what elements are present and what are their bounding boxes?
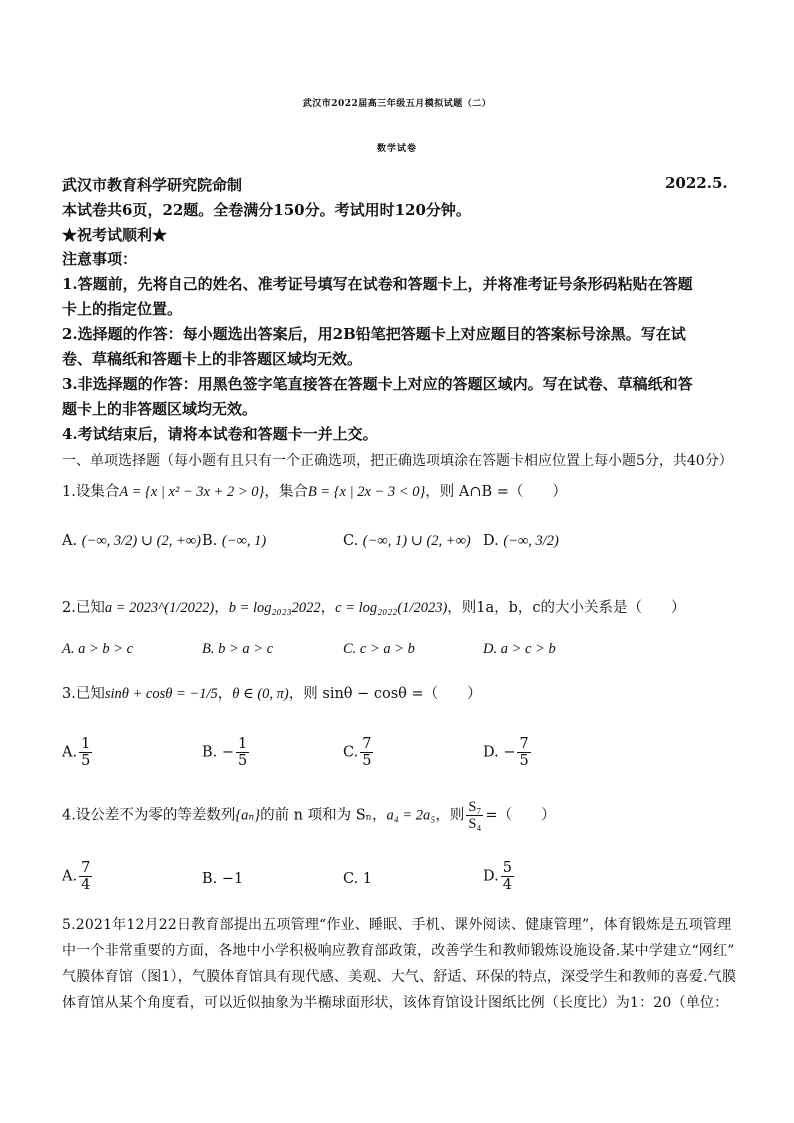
exam-date: 2022.5. — [665, 174, 728, 192]
q1-set-a: A = {x | x² − 3x + 2 > 0} — [119, 484, 265, 500]
issuer: 武汉市教育科学研究院命制 — [62, 176, 243, 194]
question-2: 2.已知a = 2023^(1/2022)，b = log₂₀₂₃2022，c = log₂₀₂₂(1/2023)，则1a，b，c的大小关系是（ ） — [62, 600, 686, 616]
q3-domain: θ ∈ (0, π) — [232, 686, 289, 702]
q2-c: c = log₂₀₂₂(1/2023) — [335, 600, 448, 616]
q4-option-d — [483, 860, 516, 893]
numerator: 7 — [519, 736, 529, 752]
q4-ask-end: =（ ） — [485, 807, 556, 824]
notice-line: 1.答题前，先将自己的姓名、准考证号填写在试卷和答题卡上，并将准考证号条形码粘贴在答题 — [62, 275, 693, 293]
denominator: 5 — [519, 753, 529, 769]
q1-prefix: 1.设集合 — [62, 484, 120, 500]
option-label: D. — [483, 533, 499, 549]
exam-subtitle: 数学试卷 — [376, 144, 417, 154]
notice-heading: 注意事项： — [62, 250, 138, 268]
exam-info: 本试卷共6页，22题。全卷满分150分。考试用时120分钟。 — [62, 201, 471, 219]
option-text: (−∞, 3/2) — [503, 533, 559, 549]
q3-option-c — [343, 736, 375, 769]
q4-option-a — [62, 860, 94, 893]
q2-ask: ，则1a，b，c的大小关系是（ ） — [447, 600, 686, 616]
q4-option-c: C. 1 — [343, 871, 373, 887]
option-label: A. — [62, 868, 78, 885]
q1-option-a — [62, 533, 201, 550]
q2-a: a = 2023^(1/2022) — [104, 600, 215, 616]
q5-line: 5.2021年12月22日教育部提出五项管理“作业、睡眠、手机、课外阅读、健康管理”，体育锻炼是五项管理 — [62, 917, 732, 933]
q2-option-d: D. a > c > b — [483, 641, 556, 657]
q2-b: b = log₂₀₂₃2022 — [228, 600, 321, 616]
question-4 — [62, 799, 556, 832]
q2-option-b: B. b > a > c — [202, 641, 274, 657]
q1-option-d — [483, 533, 559, 550]
denominator: 4 — [502, 877, 512, 893]
q2-prefix: 2.已知 — [62, 600, 105, 616]
option-text: (−∞, 3/2) ∪ (2, +∞) — [81, 533, 201, 549]
q4-condition: a₄ = 2a₅ — [386, 807, 436, 824]
notice-line: 卷、草稿纸和答题卡上的非答题区域均无效。 — [62, 350, 363, 368]
option-label: D. — [483, 868, 499, 885]
q3-option-a — [62, 736, 94, 769]
q3-option-d — [483, 736, 533, 769]
notice-line: 2.选择题的作答：每小题选出答案后，用2B铅笔把答题卡上对应题目的答案标号涂黑。写在试 — [62, 325, 686, 343]
option-label: B. − — [202, 744, 235, 761]
q1-mid: ，集合 — [264, 484, 308, 500]
exam-title: 武汉市2022届高三年级五月模拟试题（二） — [302, 99, 492, 109]
question-3: 3.已知sinθ + cosθ = −1/5，θ ∈ (0, π)，则 sinθ − cosθ =（ ） — [62, 686, 482, 702]
notice-line: 卡上的指定位置。 — [62, 300, 183, 318]
q5-line: 气膜体育馆（图1），气膜体育馆具有现代感、美观、大气、舒适、环保的特点，深受学生和教师的喜爱.气膜 — [62, 969, 737, 985]
q5-line: 中一个非常重要的方面，各地中小学积极响应教育部政策，改善学生和教师锻炼设施设备.某中学建立“网红” — [62, 943, 735, 959]
option-label: B. — [202, 533, 218, 549]
q3-prefix: 3.已知 — [62, 686, 105, 702]
numerator: 1 — [238, 736, 248, 752]
option-label: A. — [62, 744, 78, 761]
notice-line: 4.考试结束后，请将本试卷和答题卡一并上交。 — [62, 425, 378, 443]
notice-line: 3.非选择题的作答：用黑色签字笔直接答在答题卡上对应的答题区域内。写在试卷、草稿纸和答 — [62, 375, 693, 393]
numerator: S₇ — [468, 799, 482, 815]
q1-option-c — [343, 533, 471, 550]
q4-option-b: B. −1 — [202, 871, 244, 887]
option-label: A. — [62, 533, 78, 549]
option-label: D. − — [483, 744, 516, 761]
denominator: 5 — [81, 753, 91, 769]
notice-line: 题卡上的非答题区域均无效。 — [62, 400, 258, 418]
q1-ask: ，则 A∩B =（ ） — [425, 484, 567, 500]
q4-mid: 的前 n 项和为 Sₙ， — [260, 807, 387, 824]
denominator: 5 — [238, 753, 248, 769]
q3-option-b — [202, 736, 251, 769]
q3-condition: sinθ + cosθ = −1/5 — [104, 686, 218, 702]
numerator: 7 — [362, 736, 372, 752]
option-text: (−∞, 1) — [221, 533, 267, 549]
q1-option-b — [202, 533, 266, 550]
option-text: (−∞, 1) ∪ (2, +∞) — [362, 533, 471, 549]
good-luck: ★祝考试顺利★ — [62, 226, 168, 244]
numerator: 7 — [81, 860, 91, 876]
denominator: 4 — [81, 877, 91, 893]
numerator: 5 — [502, 860, 512, 876]
numerator: 1 — [81, 736, 91, 752]
section-heading: 一、单项选择题（每小题有且只有一个正确选项，把正确选项填涂在答题卡相应位置上每小题5分，共40分） — [62, 453, 733, 469]
q2-option-c: C. c > a > b — [343, 641, 415, 657]
option-label: C. — [343, 744, 359, 761]
q2-option-a: A. a > b > c — [62, 641, 134, 657]
q5-line: 体育馆从某个角度看，可以近似抽象为半椭球面形状，该体育馆设计图纸比例（长度比）为1：20（单位： — [62, 995, 729, 1011]
q4-prefix: 4.设公差不为零的等差数列 — [62, 807, 236, 824]
q1-set-b: B = {x | 2x − 3 < 0} — [307, 484, 426, 500]
q4-sequence: {aₙ} — [235, 807, 261, 824]
denominator: 5 — [362, 753, 372, 769]
question-1 — [62, 480, 567, 501]
denominator: S₄ — [468, 816, 482, 832]
option-label: C. — [343, 533, 359, 549]
q3-ask: ，则 sinθ − cosθ =（ ） — [288, 686, 482, 702]
q4-ask: ，则 — [435, 807, 465, 824]
